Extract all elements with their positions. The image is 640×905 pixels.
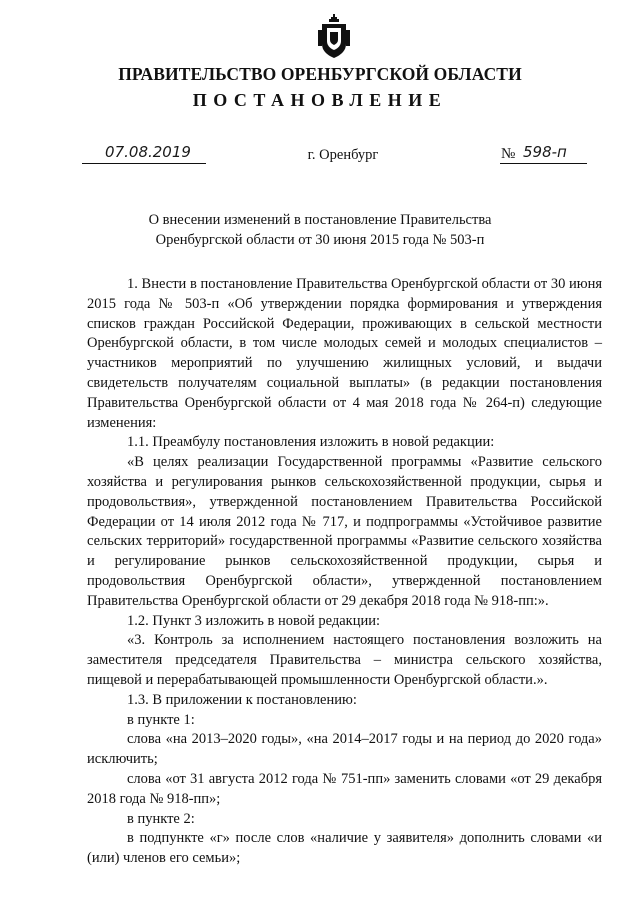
document-number: 598-п — [523, 143, 567, 161]
document-body — [87, 275, 602, 869]
organization-title: ПРАВИТЕЛЬСТВО ОРЕНБУРГСКОЙ ОБЛАСТИ — [118, 64, 522, 84]
subject-line-2: Оренбургской области от 30 июня 2015 года № 503-п — [155, 232, 485, 248]
paragraph-1-2: 1.2. Пункт 3 изложить в новой редакции: — [127, 612, 381, 629]
paragraph-subpoint-g: в подпункте «г» после слов «наличие у заявителя» дополнить словами «и (или) членов его семьи»; — [87, 830, 602, 867]
paragraph-1-3: 1.3. В приложении к постановлению: — [127, 691, 357, 708]
document-date: 07.08.2019 — [105, 143, 191, 161]
date-underline — [82, 163, 206, 164]
document-city: г. Оренбург — [307, 147, 379, 163]
paragraph-words-exclude: слова «на 2013–2020 годы», «на 2014–2017 годы и на период до 2020 года» исключить; — [87, 731, 602, 768]
subject-line-1: О внесении изменений в постановление Правительства — [148, 212, 492, 228]
paragraph-1: 1. Внести в постановление Правительства Оренбургской области от 30 июня 2015 года № 503-п «Об утверждении порядка формирования и утверждения списков граждан Российской Федерации, проживающих в сельской местности Оренбургской области, в том числе молодых семей и молодых специалистов – участников мероприятий по улучшению жилищных условий, и выдачи свидетельств получателям социальной выплаты» (в редакции постановления Правительства Оренбургской области от 4 мая 2018 года № 264-п) следующие изменения: — [87, 276, 602, 431]
paragraph-preamble: «В целях реализации Государственной программы «Развитие сельского хозяйства и регулирования рынков сельскохозяйственной продукции, сырья и продовольствия», утвержденной постановлением Правительства Российской Федерации от 14 июля 2012 года № 717, и подпрограммы «Устойчивое развитие сельских территорий» государственной программы «Развитие сельского хозяйства и регулирование рынков сельскохозяйственной продукции, сырья и продовольствия Оренбургской области», утвержденной постановлением Правительства Оренбургской области от 29 декабря 2018 года № 918-пп:». — [87, 454, 602, 609]
paragraph-words-replace: слова «от 31 августа 2012 года № 751-пп» заменить словами «от 29 декабря 2018 года № 918-пп»; — [87, 770, 602, 807]
document-subject — [0, 210, 640, 250]
document-type-title: ПОСТАНОВЛЕНИЕ — [192, 90, 448, 110]
number-underline — [500, 163, 587, 164]
number-sign: № — [501, 146, 516, 162]
paragraph-in-point-2: в пункте 2: — [127, 810, 195, 827]
paragraph-point-3: «3. Контроль за исполнением настоящего постановления возложить на заместителя председателя Правительства – министра сельского хозяйства, пищевой и перерабатывающей промышленности Оренбургской области.». — [87, 632, 602, 688]
coat-of-arms-icon — [318, 14, 350, 60]
paragraph-1-1: 1.1. Преамбулу постановления изложить в новой редакции: — [127, 434, 495, 451]
paragraph-in-point-1: в пункте 1: — [127, 711, 195, 728]
